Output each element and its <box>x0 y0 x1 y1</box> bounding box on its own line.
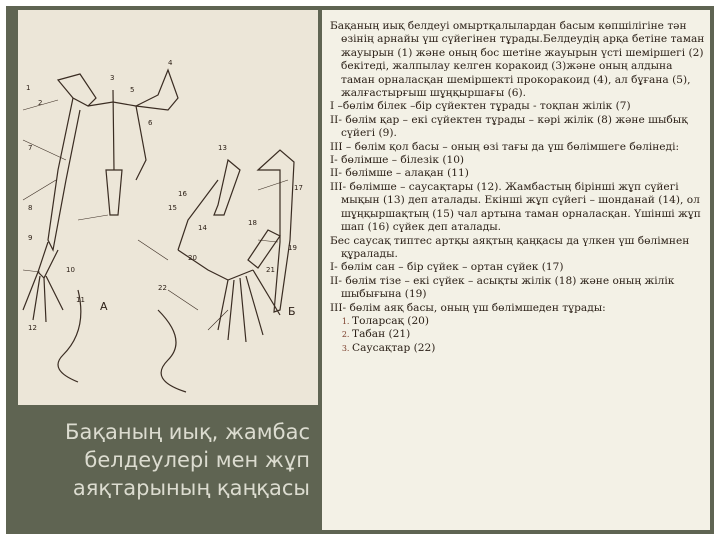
list-item: 1. Толарсақ (20) <box>352 315 706 328</box>
paragraph-subsection-3: ІІІ- бөлімше – саусақтары (12). Жамбастың бірінші жұп сүйегі мықын (13) деп аталады. Екінші жұп сүйегі – шонданай (14), ол шұңқыршақтың (15) чал артына таман орналасқан. Үшінші жұп шап (16) сүйек деп аталады. <box>330 180 701 234</box>
text-panel <box>322 10 710 530</box>
label-17: 17 <box>294 184 303 192</box>
paragraph-section-1: І –бөлім білек –бір сүйектен тұрады - тоқпан жілік (7) <box>330 100 631 113</box>
frog-skeleton-figure <box>18 10 318 405</box>
label-3: 3 <box>110 74 115 82</box>
label-4: 4 <box>168 59 173 67</box>
tibiofibula-shape <box>248 230 280 268</box>
label-18: 18 <box>248 219 257 227</box>
label-16: 16 <box>178 190 187 198</box>
paragraph-section-3: ІІІ – бөлім қол басы – оның өзі тағы да үш бөлімшеге бөлінеді: <box>330 140 680 153</box>
label-11: 11 <box>76 296 85 304</box>
coracoid-shape <box>136 70 178 110</box>
label-6: 6 <box>148 119 153 127</box>
list-item: 3. Саусақтар (22) <box>352 342 706 355</box>
label-14: 14 <box>198 224 207 232</box>
skeleton-drawing <box>18 10 318 405</box>
label-13: 13 <box>218 144 227 152</box>
pelvis-shape <box>214 160 240 215</box>
clavicle-shape <box>88 102 136 106</box>
label-19: 19 <box>288 244 297 252</box>
label-5: 5 <box>130 86 135 94</box>
scapula-shape <box>58 74 96 106</box>
foot-outline <box>158 310 186 392</box>
paragraph-subsection-1: І- бөлімше – білезік (10) <box>330 154 465 167</box>
label-20: 20 <box>188 254 197 262</box>
list-item: 2. Табан (21) <box>352 328 706 341</box>
foot-parts-list <box>330 315 706 355</box>
label-10: 10 <box>66 266 75 274</box>
label-21: 21 <box>266 266 275 274</box>
label-15: 15 <box>168 204 177 212</box>
label-B: Б <box>288 305 296 318</box>
body-text <box>330 20 706 355</box>
paragraph-hindlimb: Бес саусақ типтес артқы аяқтың қаңқасы да үлкен үш бөлімнен құралады. <box>330 234 690 260</box>
label-7: 7 <box>28 144 33 152</box>
procoracoid-shape <box>136 106 146 180</box>
label-8: 8 <box>28 204 33 212</box>
label-22: 22 <box>158 284 167 292</box>
paragraph-hind-section-2: ІІ- бөлім тізе – екі сүйек – асықты жілік (18) және оның жілік шыбығына (19) <box>330 274 675 301</box>
foot-digits-shape <box>218 270 280 342</box>
label-2: 2 <box>38 99 43 107</box>
slide-title: Бақаның иық, жамбас белдеулері мен жұп аяқтарының қаңқасы <box>65 420 310 500</box>
paragraph-subsection-2: ІІ- бөлімше – алақан (11) <box>330 167 469 180</box>
label-pointers <box>23 100 288 330</box>
sternum-shape <box>106 90 122 215</box>
paragraph-section-2: ІІ- бөлім қар – екі сүйектен тұрады – кәрі жілік (8) және шыбық сүйегі (9). <box>330 113 688 140</box>
hand-digits-shape <box>23 272 63 322</box>
paragraph-shoulder-girdle: Бақаның иық белдеуі омыртқалылардан басым көпшілігіне тән өзінің арнайы үш сүйегінен тұрады.Белдеудің арқа бетіне таман жауырын (1) және оның бос шетіне жауырын үсті шеміршегі (2) бекітеді, жалпылау келген коракоид (3)және оның алдына таман орналасқан шеміршекті прокоракоид (4), ал бұғана (5), жалғастырғыш шұңқыршағы (6). <box>330 20 705 100</box>
label-1: 1 <box>26 84 31 92</box>
paragraph-hind-section-1: І- бөлім сан – бір сүйек – ортан сүйек (17) <box>330 261 564 274</box>
radioulna-shape <box>38 242 58 278</box>
label-9: 9 <box>28 234 33 242</box>
label-A: А <box>100 300 108 313</box>
paragraph-hind-section-3: ІІІ- бөлім аяқ басы, оның үш бөлімшеден тұрады: <box>330 301 606 314</box>
humerus-shape <box>48 98 80 250</box>
label-12: 12 <box>28 324 37 332</box>
